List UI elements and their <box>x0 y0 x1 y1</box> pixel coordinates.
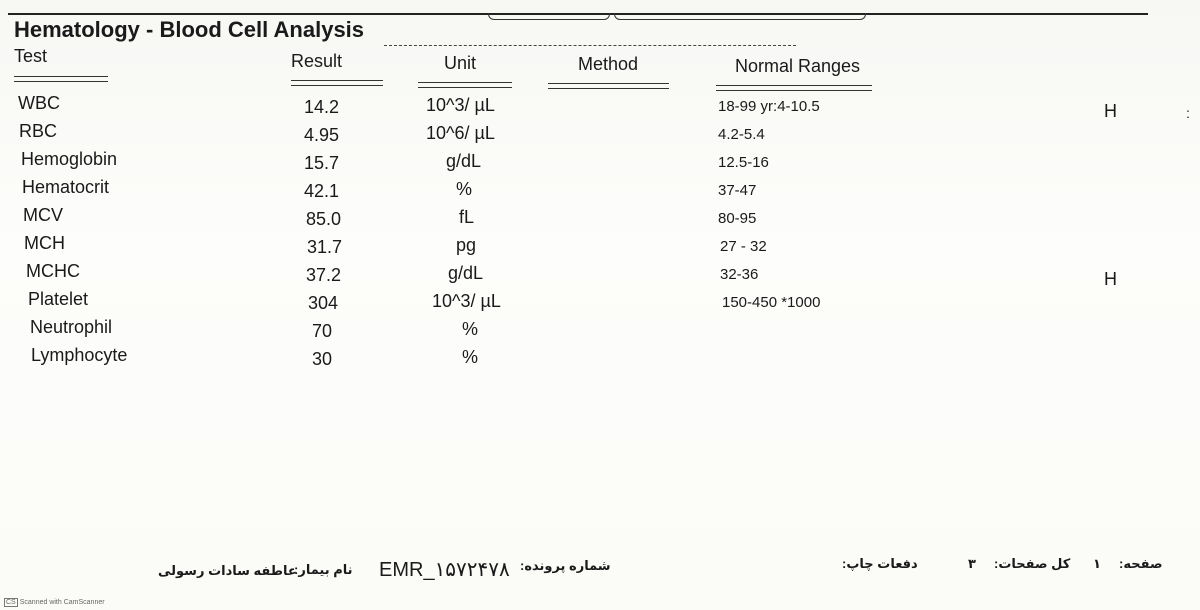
report-title: Hematology - Blood Cell Analysis <box>14 17 365 42</box>
normal-range: 18-99 yr:4-10.5 <box>718 98 820 115</box>
test-name: RBC <box>19 121 58 141</box>
header-method: Method <box>578 54 639 74</box>
header-underline <box>548 83 669 89</box>
abnormal-flag: H <box>1104 269 1117 289</box>
normal-range: 4.2-5.4 <box>718 126 765 143</box>
normal-range: 32-36 <box>720 266 759 283</box>
file-number-label: شماره پرونده: <box>520 558 611 573</box>
header-result: Result <box>291 51 343 71</box>
result-value: 30 <box>312 349 333 369</box>
result-value: 37.2 <box>306 265 342 285</box>
result-value: 85.0 <box>306 209 342 229</box>
patient-name: عاطفه سادات رسولی <box>158 563 297 578</box>
unit-value: pg <box>456 235 477 255</box>
test-name: MCV <box>23 205 63 225</box>
margin-mark: : <box>1186 105 1190 121</box>
unit-value: % <box>456 179 473 199</box>
result-value: 15.7 <box>304 153 340 173</box>
test-name: Platelet <box>28 289 89 309</box>
header-dashed-rule <box>384 45 796 46</box>
test-name: MCHC <box>26 261 80 281</box>
header-underline <box>418 82 512 88</box>
top-frame-fragment <box>488 13 610 20</box>
normal-range: 37-47 <box>718 182 757 199</box>
unit-value: % <box>462 319 479 339</box>
normal-range: 80-95 <box>718 210 757 227</box>
result-value: 70 <box>312 321 333 341</box>
total-pages-label: کل صفحات: <box>994 556 1071 571</box>
total-pages-value: ۳ <box>968 556 976 571</box>
header-underline <box>291 80 383 86</box>
result-value: 4.95 <box>304 125 340 145</box>
unit-value: g/dL <box>448 263 484 283</box>
normal-range: 150-450 *1000 <box>722 294 821 311</box>
unit-value: 10^6/ µL <box>426 123 495 143</box>
top-border-rule <box>8 13 1148 15</box>
unit-value: fL <box>459 207 475 227</box>
test-name: Hematocrit <box>22 177 110 197</box>
unit-value: 10^3/ µL <box>426 95 495 115</box>
abnormal-flag: H <box>1104 101 1117 121</box>
header-test: Test <box>14 46 48 66</box>
unit-value: 10^3/ µL <box>432 291 501 311</box>
test-name: MCH <box>24 233 65 253</box>
page-number-value: ۱ <box>1093 556 1101 571</box>
page-number-label: صفحه: <box>1119 556 1163 571</box>
print-count-label: دفعات چاپ: <box>842 556 918 571</box>
result-value: 42.1 <box>304 181 340 201</box>
header-underline <box>716 85 872 91</box>
normal-range: 27 - 32 <box>720 238 767 255</box>
patient-name-label: نام بیمار: <box>294 562 353 577</box>
test-name: WBC <box>18 93 60 113</box>
unit-value: % <box>462 347 479 367</box>
normal-range: 12.5-16 <box>718 154 769 171</box>
header-normal-ranges: Normal Ranges <box>735 56 861 76</box>
test-name: Hemoglobin <box>21 149 118 169</box>
unit-value: g/dL <box>446 151 482 171</box>
scanner-watermark: CS Scanned with CamScanner <box>6 599 105 606</box>
top-frame-fragment <box>614 13 866 20</box>
test-name: Lymphocyte <box>31 345 128 365</box>
file-number: EMR_۱۵۷۲۴۷۸ <box>379 559 510 581</box>
result-value: 304 <box>308 293 339 313</box>
header-unit: Unit <box>444 53 477 73</box>
result-value: 31.7 <box>307 237 343 257</box>
test-name: Neutrophil <box>30 317 113 337</box>
result-value: 14.2 <box>304 97 340 117</box>
header-underline <box>14 76 108 82</box>
